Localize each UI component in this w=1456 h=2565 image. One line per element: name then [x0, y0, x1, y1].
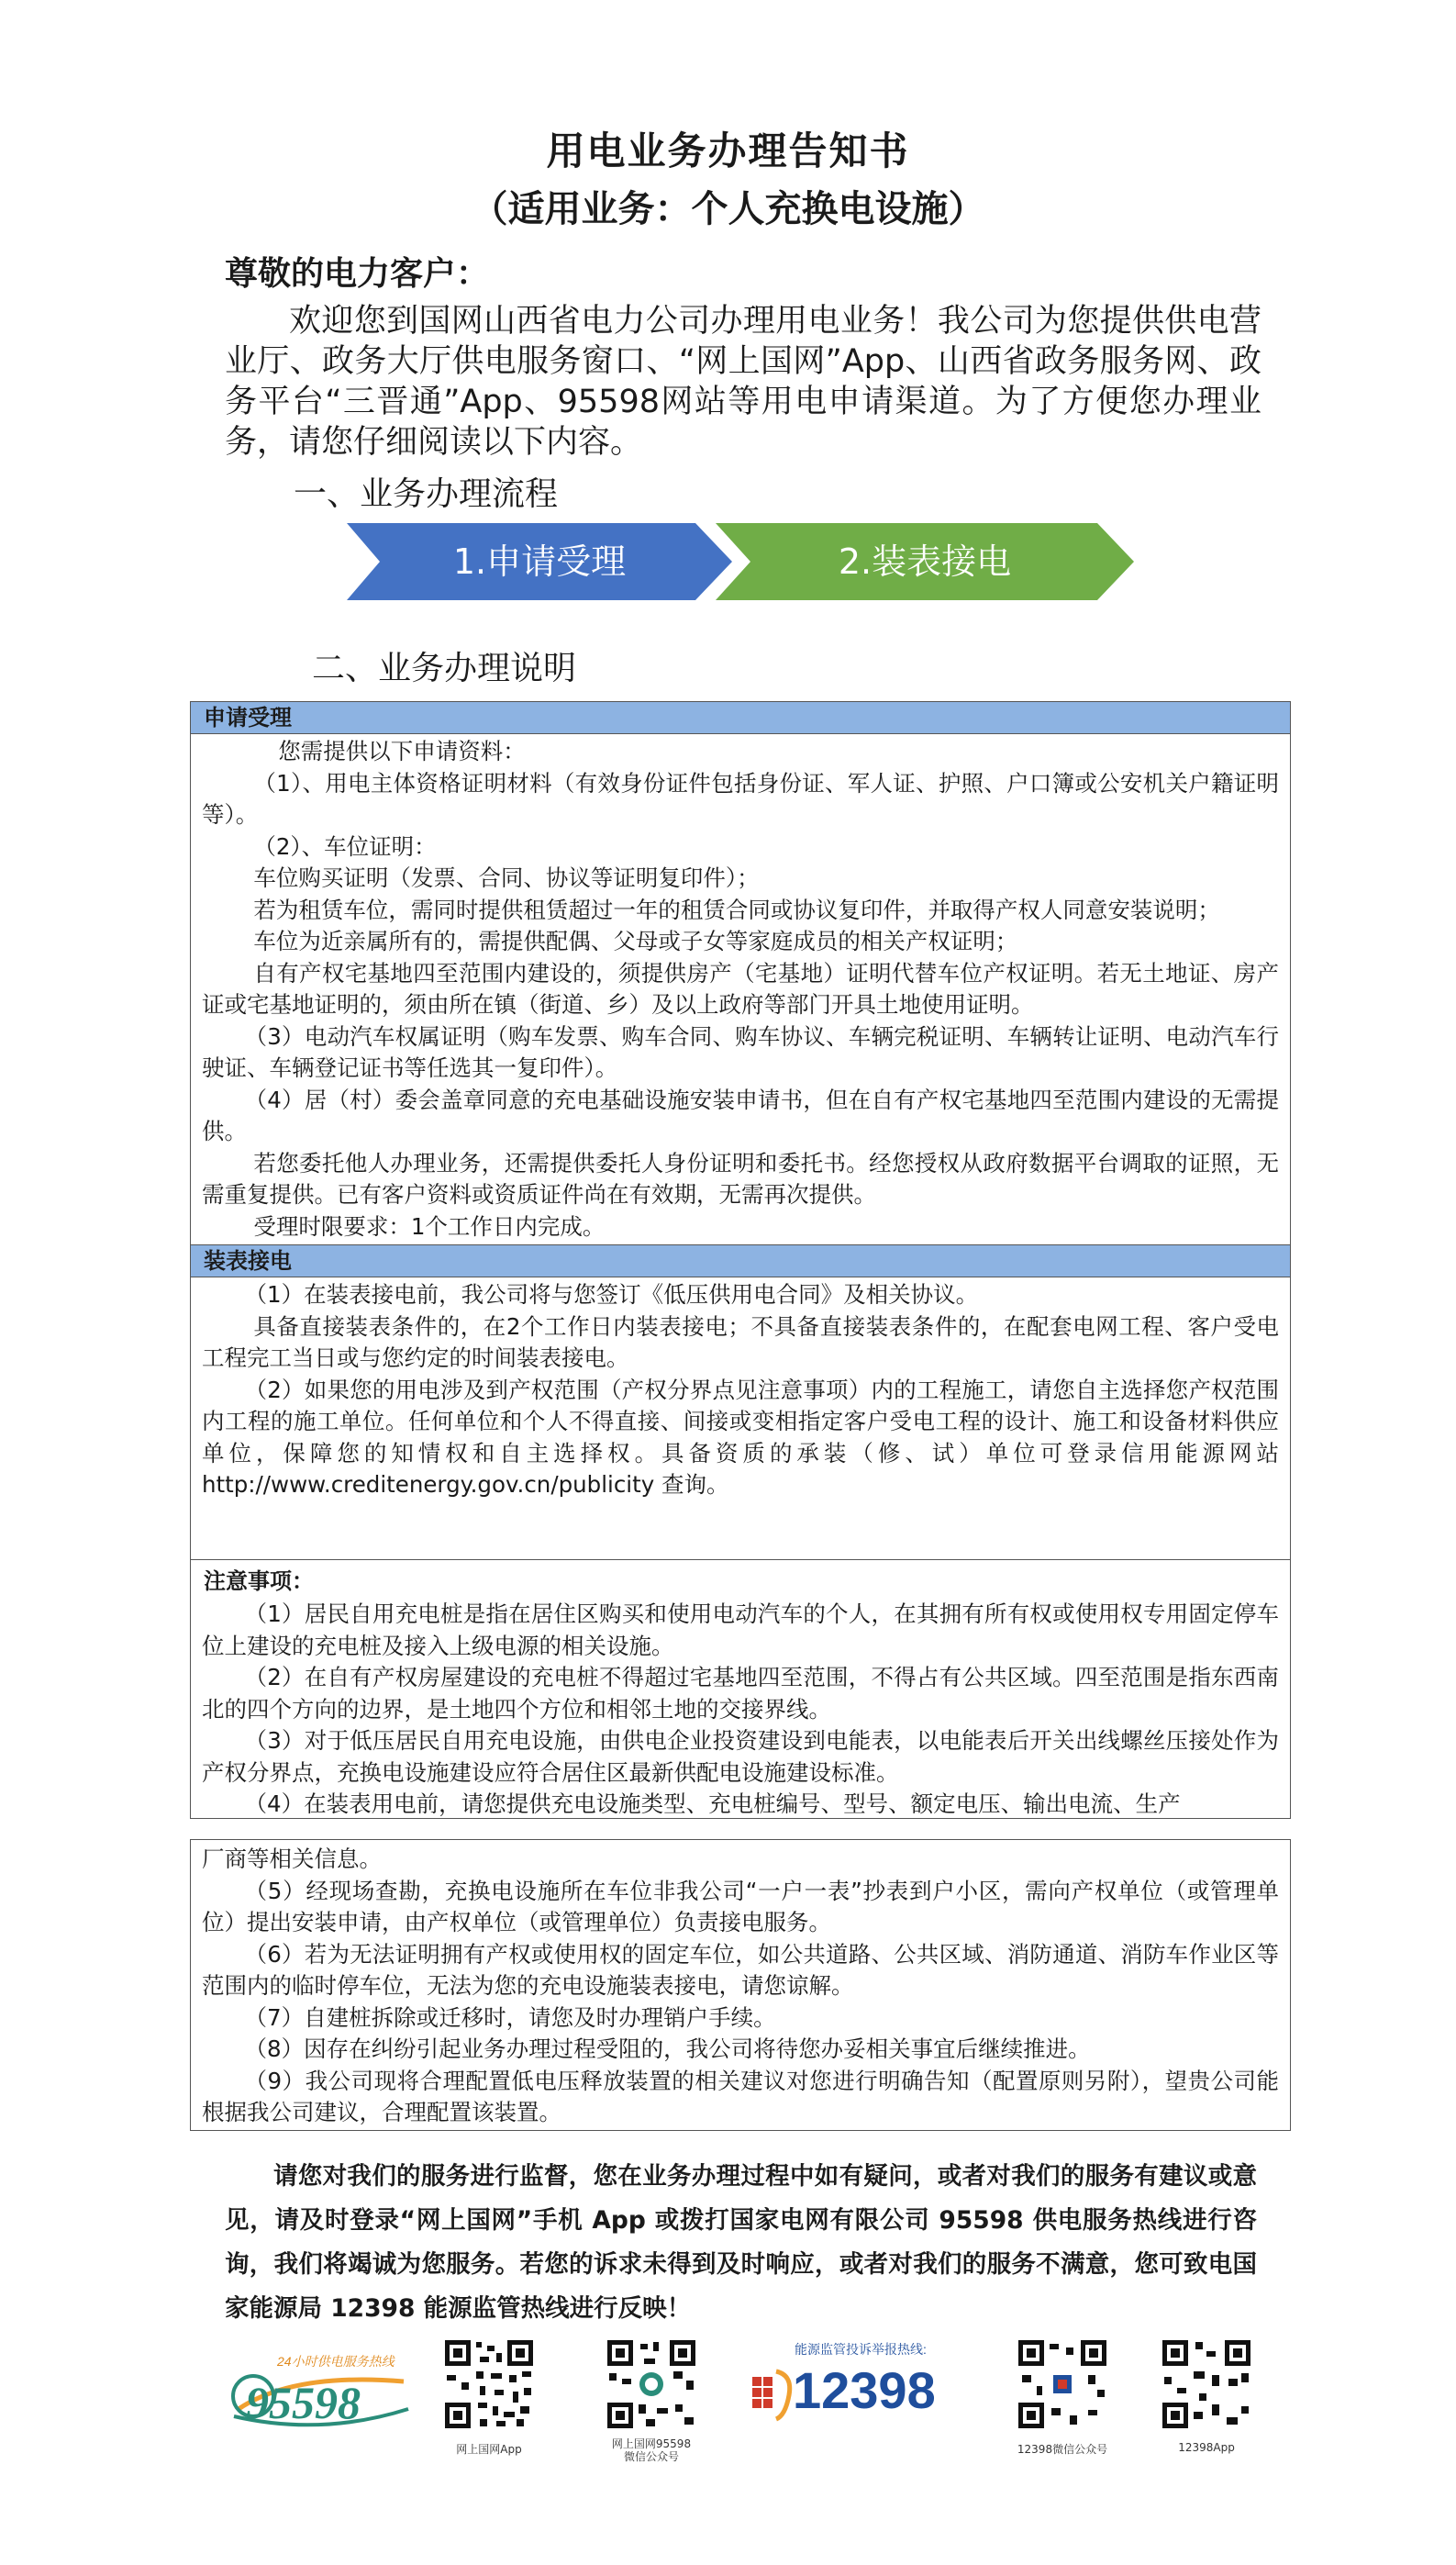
apply-line: 车位为近亲属所有的，需提供配偶、父母或子女等家庭成员的相关产权证明；: [253, 928, 1018, 954]
qr-caption-app: 网上国网App: [456, 2443, 522, 2456]
notice-line: （7）自建桩拆除或迁移时，请您及时办理销户手续。: [244, 2003, 776, 2031]
qr-code-app[interactable]: [443, 2338, 535, 2430]
hotline-tag: 24小时供电服务热线: [277, 2354, 395, 2369]
intro-paragraph: 欢迎您到国网山西省电力公司办理用电业务！我公司为您提供供电营业厅、政务大厅供电服务窗口、“网上国网”App、山西省政务服务网、政务平台“三晋通”App、95598网站等用电申请渠道。为了方便您办理业务，请您仔细阅读以下内容。: [225, 303, 1261, 461]
section-notice: [191, 1559, 1290, 1823]
hotline-number: 95598: [246, 2377, 361, 2428]
section-notice-heading: 注意事项：: [204, 1568, 314, 1594]
section-notice-body: [191, 1597, 1290, 1823]
section-install-heading: 装表接电: [191, 1244, 1290, 1277]
notice-line: 厂商等相关信息。: [202, 1846, 382, 1872]
install-line: （2）如果您的用电涉及到产权范围（产权分界点见注意事项）内的工程施工，请您自主选择您产权范围内工程的施工单位。任何单位和个人不得直接、间接或变相指定客户受电工程的设计、施工和设备材料供应单位，保障您的知情权和自主选择权。具备资质的承装（修、试）单位可登录信用能源网站 http://www.creditenergy.gov.cn/publicity 查询。: [202, 1376, 1279, 1498]
qr-code-icon: [1017, 2338, 1108, 2430]
apply-line: 若您委托他人办理业务，还需提供委托人身份证明和委托书。经您授权从政府数据平台调取的证照，无需重复提供。已有客户资料或资质证件尚在有效期，无需再次提供。: [202, 1149, 1279, 1208]
notice-continuation-body: [191, 1840, 1290, 2131]
notice-continuation-box: [190, 1839, 1291, 2131]
qr-caption-12398-wechat: 12398微信公众号: [1017, 2443, 1108, 2456]
notice-line: （2）在自有产权房屋建设的充电桩不得超过宅基地四至范围，不得占有公共区域。四至范围是指东西南北的四个方向的边界，是土地四个方位和相邻土地的交接界线。: [202, 1664, 1279, 1723]
apply-line: （1）、用电主体资格证明材料（有效身份证件包括身份证、军人证、护照、户口簿或公安机关户籍证明等）。: [202, 769, 1279, 828]
document-title: 用电业务办理告知书: [546, 128, 910, 173]
notice-line: （9）我公司现将合理配置低电压释放装置的相关建议对您进行明确告知（配置原则另附），望贵公司能根据我公司建议，合理配置该装置。: [202, 2067, 1279, 2125]
qr-code-12398-wechat[interactable]: [1017, 2338, 1108, 2430]
apply-line: 自有产权宅基地四至范围内建设的，须提供房产（宅基地）证明代替车位产权证明。若无土地证、房产证或宅基地证明的，须由所在镇（街道、乡）及以上政府等部门开具土地使用证明。: [202, 959, 1279, 1018]
notice-line: （1）居民自用充电桩是指在居住区购买和使用电动汽车的个人，在其拥有所有权或使用权专用固定停车位上建设的充电桩及接入上级电源的相关设施。: [202, 1600, 1279, 1659]
flow-heading: 一、业务办理流程: [294, 475, 559, 513]
notice-line: （6）若为无法证明拥有产权或使用权的固定车位，如公共道路、公共区域、消防通道、消防车作业区等范围内的临时停车位，无法为您的充电设施装表接电，请您谅解。: [202, 1940, 1279, 1999]
flow-step-2: [716, 523, 1134, 600]
notice-line: （5）经现场查勘，充换电设施所在车位非我公司“一户一表”抄表到户小区，需向产权单位（或管理单位）提出安装申请，由产权单位（或管理单位）负责接电服务。: [202, 1877, 1279, 1935]
flow-step-2-label: 2.装表接电: [838, 541, 1012, 582]
energy-tag: 能源监管投诉举报热线:: [795, 2342, 927, 2357]
qr-code-12398-app[interactable]: [1161, 2338, 1252, 2430]
energy-grid-icon: [752, 2368, 798, 2423]
notice-line: （8）因存在纠纷引起业务办理过程受阻的，我公司将待您办妥相关事宜后继续推进。: [244, 2035, 1091, 2062]
qr-caption-wechat: 网上国网95598 微信公众号: [611, 2437, 692, 2463]
apply-line: 受理时限要求：1个工作日内完成。: [253, 1212, 606, 1240]
logo-95598: [220, 2345, 422, 2437]
install-line: 具备直接装表条件的，在2个工作日内装表接电；不具备直接装表条件的，在配套电网工程、客户受电工程完工当日或与您约定的时间装表接电。: [202, 1312, 1279, 1371]
qr-code-wechat[interactable]: [606, 2338, 697, 2430]
supervision-paragraph: 请您对我们的服务进行监督，您在业务办理过程中如有疑问，或者对我们的服务有建议或意见，请及时登录“网上国网”手机 App 或拨打国家电网有限公司 95598 供电服务热线进行咨询，我们将竭诚为您服务。若您的诉求未得到及时响应，或者对我们的服务不满意，您可致电国家能源局 12398 能源监管热线进行反映！: [225, 2162, 1257, 2323]
section-apply-body: [191, 734, 1290, 1244]
section-install-body: [191, 1277, 1290, 1503]
apply-line: 车位购买证明（发票、合同、协议等证明复印件）；: [253, 864, 760, 891]
apply-line: 若为租赁车位，需同时提供租赁超过一年的租赁合同或协议复印件，并取得产权人同意安装说明；: [253, 896, 1220, 923]
apply-line: （3）电动汽车权属证明（购车发票、购车合同、购车协议、车辆完税证明、车辆转让证明、电动汽车行驶证、车辆登记证书等任选其一复印件）。: [202, 1022, 1279, 1081]
install-line: （1）在装表接电前，我公司将与您签订《低压供用电合同》及相关协议。: [244, 1281, 979, 1308]
notice-line: （4）在装表用电前，请您提供充电设施类型、充电桩编号、型号、额定电压、输出电流、生产: [244, 1790, 1181, 1817]
qr-code-icon: [606, 2338, 697, 2430]
apply-line: （4）居（村）委会盖章同意的充电基础设施安装申请书，但在自有产权宅基地四至范围内建设的无需提供。: [202, 1086, 1279, 1144]
greeting: 尊敬的电力客户：: [225, 255, 490, 293]
qr-code-icon: [443, 2338, 535, 2430]
section-apply-heading: 申请受理: [191, 702, 1290, 734]
document-subtitle: （适用业务：个人充换电设施）: [471, 188, 985, 230]
apply-line: 您需提供以下申请资料：: [278, 738, 526, 764]
qr-code-icon: [1161, 2338, 1252, 2430]
notice-line: （3）对于低压居民自用充电设施，由供电企业投资建设到电能表，以电能表后开关出线螺丝压接处作为产权分界点，充换电设施建设应符合居住区最新供配电设施建设标准。: [202, 1727, 1279, 1786]
apply-line: （2）、车位证明：: [253, 832, 437, 860]
flow-step-1-label: 1.申请受理: [452, 541, 627, 582]
notes-heading: 二、业务办理说明: [312, 650, 577, 687]
flow-step-1: [347, 523, 732, 600]
business-notes-box: [190, 701, 1291, 1819]
energy-number: 12398: [793, 2361, 936, 2419]
logo-12398: [752, 2340, 963, 2432]
qr-caption-12398-app: 12398App: [1178, 2441, 1235, 2454]
